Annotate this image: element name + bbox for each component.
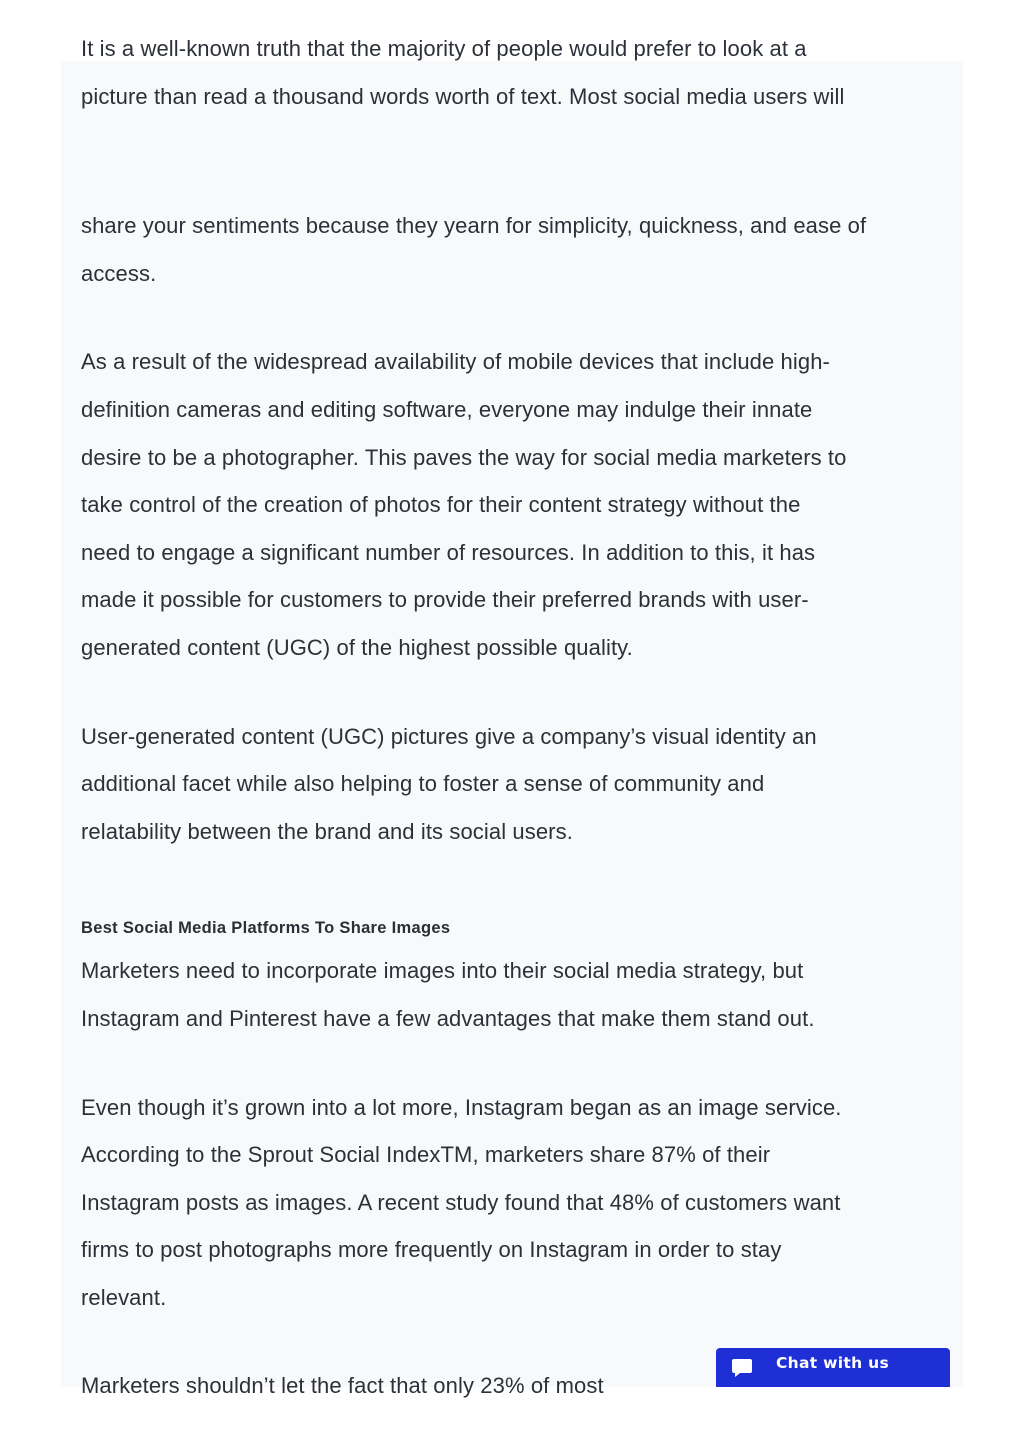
- text-line: User-generated content (UGC) pictures give a company’s visual identity an: [81, 723, 817, 749]
- text-line: take control of the creation of photos for their content strategy without the: [81, 492, 801, 518]
- article-body: [81, 25, 951, 1410]
- text-line: share your sentiments because they yearn for simplicity, quickness, and ease of: [81, 213, 867, 239]
- text-line: Even though it’s grown into a lot more, Instagram began as an image service.: [81, 1094, 842, 1120]
- paragraph-marketers: [81, 947, 951, 1042]
- text-line: access.: [81, 260, 157, 286]
- text-line: definition cameras and editing software, everyone may indulge their innate: [81, 396, 813, 422]
- paragraph-mobile-devices: [81, 338, 951, 671]
- text-line: made it possible for customers to provide their preferred brands with user-: [81, 587, 809, 613]
- paragraph-ugc: [81, 713, 951, 856]
- text-line: desire to be a photographer. This paves the way for social media marketers to: [81, 444, 847, 470]
- paragraph-intro-continued: [81, 202, 951, 297]
- text-line: It is a well-known truth that the majority of people would prefer to look at a: [81, 36, 807, 61]
- text-line: firms to post photographs more frequently on Instagram in order to stay: [81, 1237, 782, 1263]
- paragraph-instagram: [81, 1084, 951, 1322]
- text-line: relatability between the brand and its social users.: [81, 818, 573, 844]
- text-line: relevant.: [81, 1284, 167, 1310]
- text-line: Instagram posts as images. A recent study found that 48% of customers want: [81, 1189, 841, 1215]
- chat-button-label: Chat with us: [776, 1353, 890, 1372]
- paragraph-intro: [81, 25, 951, 120]
- document-page: [61, 36, 963, 1399]
- section-heading: Best Social Media Platforms To Share Images: [81, 919, 451, 938]
- chat-with-us-button[interactable]: [716, 1348, 950, 1387]
- text-line: As a result of the widespread availability of mobile devices that include high-: [81, 349, 830, 375]
- text-line: picture than read a thousand words worth of text. Most social media users will: [81, 83, 845, 109]
- text-line: Marketers need to incorporate images into their social media strategy, but: [81, 958, 804, 984]
- text-line: Instagram and Pinterest have a few advantages that make them stand out.: [81, 1005, 815, 1031]
- text-line: additional facet while also helping to foster a sense of community and: [81, 771, 765, 797]
- chat-bubble-icon: [731, 1357, 753, 1379]
- text-line: According to the Sprout Social IndexTM, marketers share 87% of their: [81, 1142, 771, 1168]
- text-line: Marketers shouldn’t let the fact that only 23% of most: [81, 1373, 604, 1399]
- text-line: need to engage a significant number of resources. In addition to this, it has: [81, 539, 816, 565]
- text-line: generated content (UGC) of the highest possible quality.: [81, 634, 633, 660]
